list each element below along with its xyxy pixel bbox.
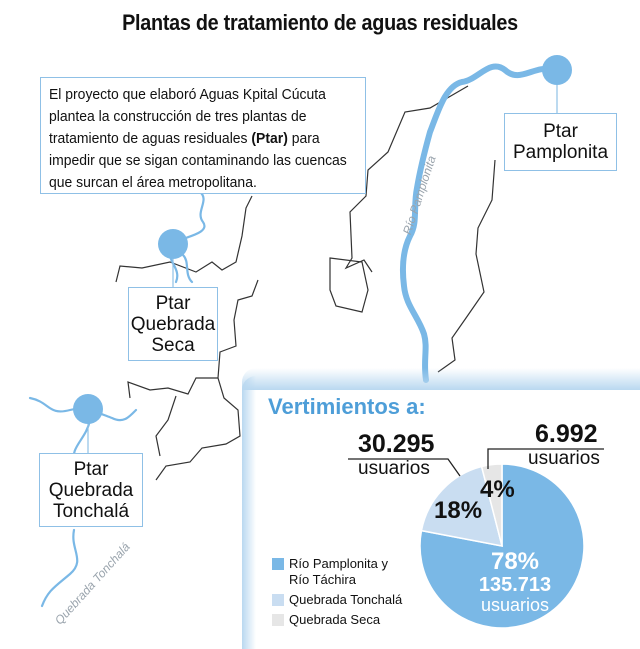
slice-label-pamplonita: 78% (490, 548, 540, 575)
plant-label-line: Ptar (543, 121, 578, 142)
legend-item-pamplonita (272, 556, 388, 588)
plant-label-line: Tonchalá (52, 500, 130, 522)
plant-label-line: Quebrada (48, 479, 134, 501)
chart-title: Vertimientos a: (268, 394, 426, 419)
river-label-pamplonita: Río Pamplonita (400, 153, 439, 237)
plant-label-line: Quebrada (130, 313, 216, 335)
callout-seca-value: 6.992 (535, 420, 598, 448)
legend-line: Río Táchira (289, 572, 356, 587)
legend-item-seca (272, 612, 380, 628)
intro-text-start: El proyecto que elaboró Aguas Kpital Cúcuta plantea la construcción de tres plantas de tratamiento de aguas residuales (49, 86, 326, 147)
plant-label-line: Ptar (155, 292, 191, 314)
intro-bold: (Ptar) (251, 130, 288, 147)
legend-line: Río Pamplonita y (289, 556, 388, 571)
plant-label-line: Ptar (73, 458, 109, 480)
intro-text-end: para impedir que se sigan contaminando las cuencas que surcan el área metropolitana. (49, 130, 347, 191)
callout-tonchala-unit: usuarios (358, 458, 430, 479)
slice-label-tonchala: 18% (434, 497, 483, 524)
page-title: Plantas de tratamiento de aguas residuales (122, 10, 518, 35)
legend-item-tonchala (272, 592, 402, 608)
legend-swatch (272, 594, 284, 606)
legend-text: Quebrada Seca (289, 612, 381, 627)
slice-value-pamplonita: 135.713 (478, 574, 552, 596)
legend-text (289, 556, 388, 588)
legend-text: Quebrada Tonchalá (289, 592, 403, 607)
legend-swatch (272, 614, 284, 626)
slice-label-seca: 4% (480, 476, 515, 503)
callout-seca-unit: usuarios (528, 448, 600, 469)
callout-tonchala-value: 30.295 (358, 430, 435, 458)
plant-label-line: Seca (151, 334, 195, 356)
plant-label-line: Pamplonita (512, 142, 609, 163)
slice-main-group (470, 549, 560, 615)
slice-unit-pamplonita: usuarios (480, 595, 550, 615)
legend-swatch (272, 558, 284, 570)
river-label-tonchala: Quebrada Tonchalá (52, 539, 133, 628)
